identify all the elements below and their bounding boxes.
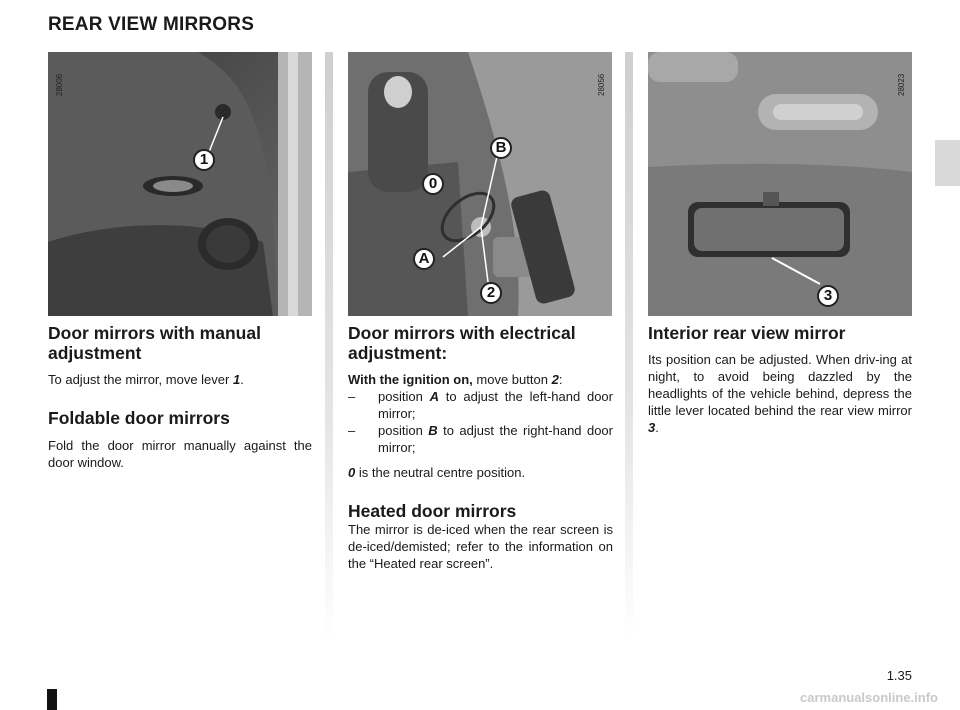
page-title: REAR VIEW MIRRORS (48, 14, 255, 35)
heated-mirrors-text: The mirror is de-iced when the rear screen is de-iced/demisted; refer to the information on the “Heated rear screen”. (348, 522, 613, 571)
section-tab (935, 140, 960, 186)
foldable-mirrors-text: Fold the door mirror manually against the door window. (48, 438, 312, 470)
column-2 (348, 323, 613, 572)
photo-ref-1: 28006 (55, 73, 64, 96)
callout-3: 3 (817, 285, 839, 307)
column-divider-2 (625, 52, 633, 642)
heading-heated-mirrors: Heated door mirrors (348, 501, 517, 521)
column-divider-1 (325, 52, 333, 642)
column-1 (48, 323, 312, 471)
callout-A: A (413, 248, 435, 270)
callout-1: 1 (193, 149, 215, 171)
heading-interior-mirror: Interior rear view mirror (648, 323, 846, 343)
callout-2: 2 (480, 282, 502, 304)
photo-ref-2: 28056 (597, 73, 606, 96)
interior-mirror-text: Its position can be adjusted. When driv-ing at night, to avoid being dazzled by the headlights of the vehicle behind, depress the little lever located behind the rear view mirror 3. (648, 352, 912, 435)
callout-0: 0 (422, 173, 444, 195)
door-panel-photo (48, 52, 312, 316)
console-photo (348, 52, 612, 316)
column-3 (648, 323, 912, 436)
corner-mark (47, 689, 57, 710)
interior-mirror-photo (648, 52, 912, 316)
electrical-lead-text: With the ignition on, move button 2: (348, 372, 563, 387)
callout-B: B (490, 137, 512, 159)
watermark: carmanualsonline.info (800, 690, 938, 705)
heading-manual-adjustment: Door mirrors with manual adjustment (48, 323, 261, 363)
page-number: 1.35 (886, 668, 912, 683)
neutral-position-text: 0 is the neutral centre position. (348, 465, 526, 480)
photo-ref-3: 28023 (897, 73, 906, 96)
list-item-position-A: – position A to adjust the left-hand door mirror; (348, 389, 613, 421)
heading-electrical-adjustment: Door mirrors with electrical adjustment: (348, 323, 576, 363)
list-item-position-B: – position B to adjust the right-hand door mirror; (348, 423, 613, 455)
heading-foldable-mirrors: Foldable door mirrors (48, 408, 230, 428)
manual-adjustment-text: To adjust the mirror, move lever 1. (48, 372, 244, 387)
